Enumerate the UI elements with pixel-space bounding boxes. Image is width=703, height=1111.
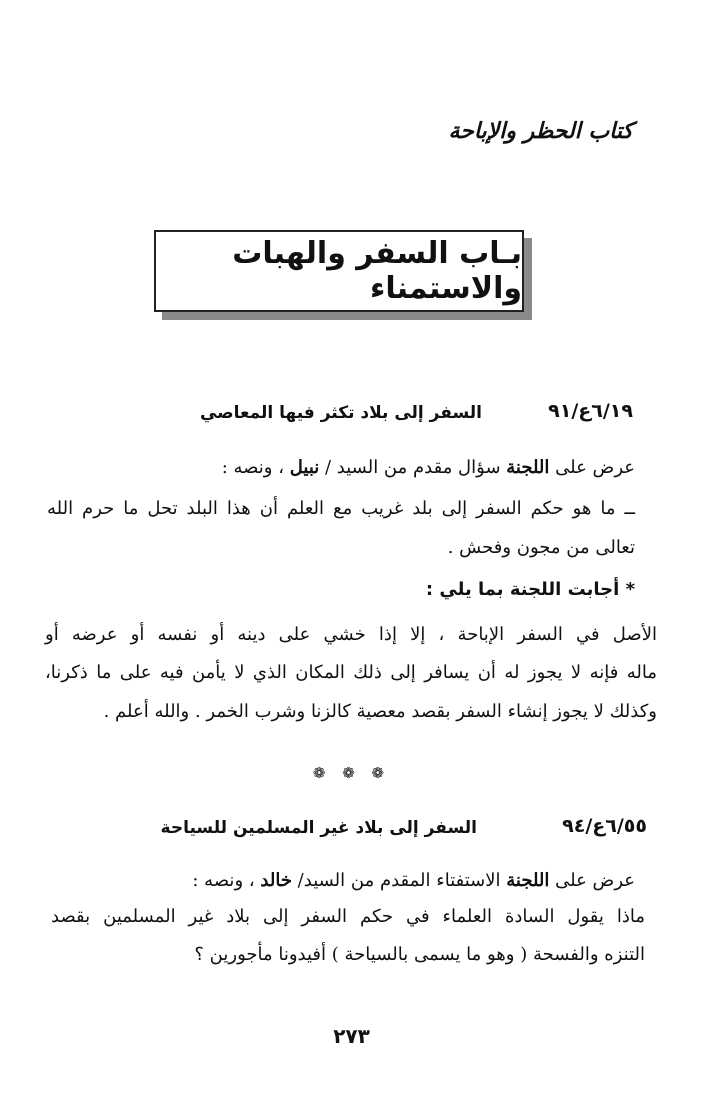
intro-prefix: عرض على xyxy=(549,457,635,478)
fatwa-intro xyxy=(192,870,635,891)
committee-name: اللجنة xyxy=(506,870,550,891)
running-header: كتاب الحظر والإباحة xyxy=(448,118,633,144)
intro-suffix: ، ونصه : xyxy=(221,457,290,478)
question-line: التنزه والفسحة ( وهو ما يسمى بالسياحة ) أفيدونا مأجورين ؟ xyxy=(194,944,645,965)
fatwa-title: السفر إلى بلاد غير المسلمين للسياحة xyxy=(160,818,477,838)
fatwa-number: ٦/٥٥ع/٩٤ xyxy=(562,815,647,837)
chapter-title: بـاب السفر والهبات والاستمناء xyxy=(232,236,522,306)
questioner-name: خالد xyxy=(260,870,292,891)
question-line: ــ ما هو حكم السفر إلى بلد غريب مع العلم أن هذا البلد تحل ما حرم الله xyxy=(47,498,635,519)
intro-middle: سؤال مقدم من السيد / xyxy=(319,457,507,478)
answer-heading: * أجابت اللجنة بما يلي : xyxy=(425,579,635,600)
committee-name: اللجنة xyxy=(506,457,550,478)
intro-suffix: ، ونصه : xyxy=(192,870,261,891)
question-line: ماذا يقول السادة العلماء في حكم السفر إلى بلاد غير المسلمين بقصد xyxy=(51,906,645,927)
fatwa-intro xyxy=(222,457,635,478)
answer-line: الأصل في السفر الإباحة ، إلا إذا خشي على دينه أو نفسه أو عرضه أو xyxy=(45,624,657,645)
chapter-title-box xyxy=(154,230,524,312)
answer-line: وكذلك لا يجوز إنشاء السفر بقصد معصية كالزنا وشرب الخمر . والله أعلم . xyxy=(103,701,657,722)
question-line: تعالى من مجون وفحش . xyxy=(447,537,635,558)
fatwa-number: ٦/١٩ع/٩١ xyxy=(548,400,633,422)
page-number: ٢٧٣ xyxy=(333,1024,370,1048)
fatwa-title: السفر إلى بلاد تكثر فيها المعاصي xyxy=(199,403,482,423)
intro-middle: الاستفتاء المقدم من السيد/ xyxy=(291,870,507,891)
answer-line: ماله فإنه لا يجوز له أن يسافر إلى ذلك المكان الذي لا يأمن فيه على ما ذكرنا، xyxy=(45,662,657,683)
section-divider: ❁ ❁ ❁ xyxy=(312,764,391,782)
questioner-name: نبيل xyxy=(289,457,320,478)
intro-prefix: عرض على xyxy=(549,870,635,891)
